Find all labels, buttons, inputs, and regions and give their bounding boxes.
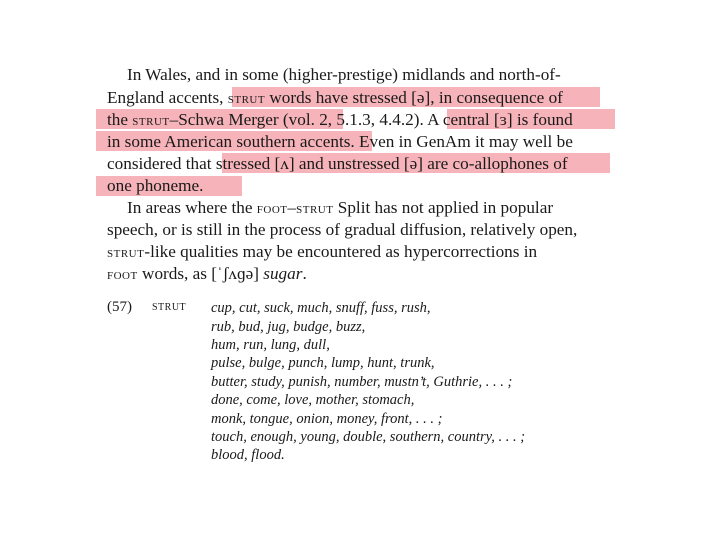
p2-line-3-strut: strut: [107, 245, 145, 261]
example-line-6: done, come, love, mother, stomach,: [211, 392, 415, 408]
p1-line-3: [107, 109, 573, 132]
p1-line-2: [107, 87, 563, 110]
example-line-8: touch, enough, young, double, southern, country, . . . ;: [211, 429, 526, 445]
p2-line-1-foot: foot: [256, 201, 288, 217]
p2-line-1a: In areas where the: [127, 198, 257, 217]
example-label: strut: [152, 299, 187, 314]
p2-line-4: [107, 263, 307, 286]
p1-line-2a: England accents,: [107, 88, 228, 107]
p1-line-3-smallcaps: strut: [132, 113, 170, 129]
p1-line-2b: words have stressed [ə], in consequence of: [265, 88, 563, 107]
example-line-5: butter, study, punish, number, mustn’t, Guthrie, . . . ;: [211, 374, 513, 390]
p2-line-4b: words, as [ˈʃʌɡə]: [137, 264, 264, 283]
example-number: (57): [107, 299, 132, 315]
example-line-2: rub, bud, jug, budge, buzz,: [211, 319, 366, 335]
p1-line-5: considered that stressed [ʌ] and unstressed [ə] are co-allophones of: [107, 154, 568, 173]
p2-line-2: speech, or is still in the process of gradual diffusion, relatively open,: [107, 220, 578, 239]
p1-line-1: In Wales, and in some (higher-prestige) midlands and north-of-: [127, 65, 561, 84]
p1-line-3a: the: [107, 110, 133, 129]
p2-line-4-sugar: sugar: [263, 264, 303, 283]
p2-line-4-end: .: [302, 264, 307, 283]
p2-line-1-strut: strut: [296, 201, 334, 217]
p2-line-1b: Split has not applied in popular: [333, 198, 554, 217]
example-line-3: hum, run, lung, dull,: [211, 337, 330, 353]
p2-line-3: [107, 241, 537, 264]
p1-line-4: in some American southern accents. Even in GenAm it may well be: [107, 132, 573, 151]
example-line-7: monk, tongue, onion, money, front, . . . ;: [211, 411, 443, 427]
p2-line-1-dash: –: [287, 198, 297, 217]
p1-line-3b: –Schwa Merger (vol. 2, 5.1.3, 4.4.2). A central [ɜ] is found: [169, 110, 573, 129]
p1-line-6: one phoneme.: [107, 176, 204, 195]
p1-line-2-smallcaps: strut: [227, 91, 266, 107]
example-line-4: pulse, bulge, punch, lump, hunt, trunk,: [211, 355, 435, 371]
example-line-1: cup, cut, suck, much, snuff, fuss, rush,: [211, 300, 431, 316]
example-line-9: blood, flood.: [211, 447, 285, 463]
p2-line-1: [127, 197, 553, 220]
p2-line-4-foot: foot: [107, 267, 138, 283]
p2-line-3b: -like qualities may be encountered as hypercorrections in: [144, 242, 538, 261]
